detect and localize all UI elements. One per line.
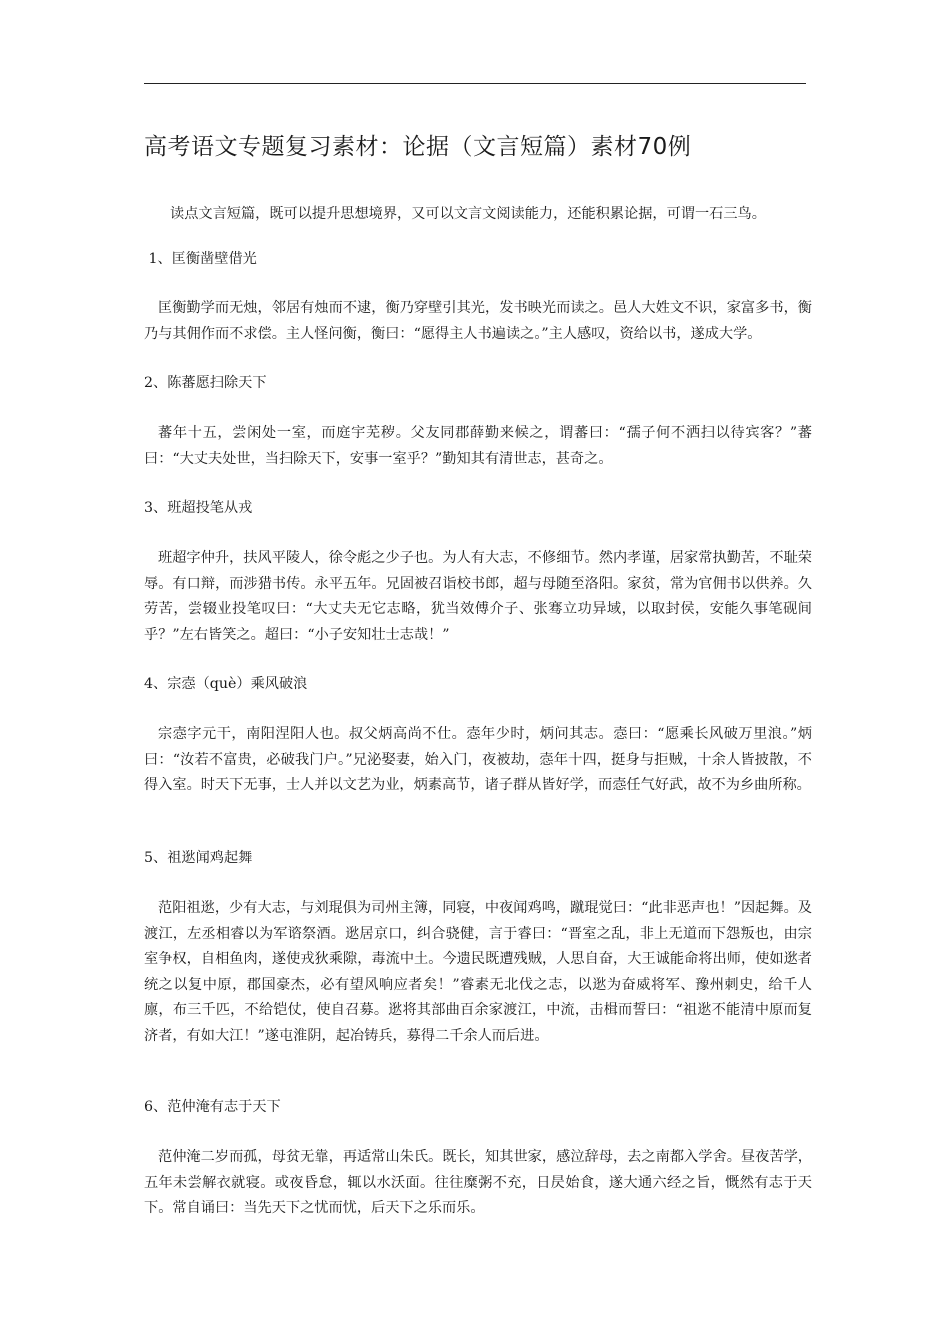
section-body: 范仲淹二岁而孤，母贫无靠，再适常山朱氏。既长，知其世家，感泣辞母，去之南都入学舍。昼夜苦学，五年未尝解衣就寝。或夜昏怠，辄以水沃面。往往糜粥不充，日昃始食，遂大通六经之旨，慨然有志于天下。常自诵曰：当先天下之忧而忧，后天下之乐而乐。	[144, 1149, 812, 1216]
section-heading: 2、陈蕃愿扫除天下	[144, 375, 267, 391]
section-heading: 5、祖逖闻鸡起舞	[144, 850, 253, 866]
section-5	[144, 846, 812, 1049]
section-body: 蕃年十五，尝闲处一室，而庭宇芜秽。父友同郡薛勤来候之，谓蕃曰：“孺子何不洒扫以待宾客？”蕃曰：“大丈夫处世，当扫除天下，安事一室乎？”勤知其有清世志，甚奇之。	[144, 425, 812, 467]
section-6	[144, 1095, 812, 1222]
section-4	[144, 672, 812, 799]
section-1	[144, 247, 812, 347]
section-body: 班超字仲升，扶风平陵人，徐令彪之少子也。为人有大志，不修细节。然内孝谨，居家常执勤苦，不耻荣辱。有口辩，而涉猎书传。永平五年。兄固被召诣校书郎，超与母随至洛阳。家贫，常为官佣书以供养。久劳苦，尝辍业投笔叹曰：“大丈夫无它志略，犹当效傅介子、张骞立功异域，以取封侯，安能久事笔砚间乎？”左右皆笑之。超曰：“小子安知壮士志哉！”	[144, 550, 812, 643]
section-heading: 1、匡衡凿壁借光	[144, 251, 257, 267]
section-body: 宗悫字元干，南阳涅阳人也。叔父炳高尚不仕。悫年少时，炳问其志。悫曰：“愿乘长风破万里浪。”炳曰：“汝若不富贵，必破我门户。”兄泌娶妻，始入门，夜被劫，悫年十四，挺身与拒贼，十余人皆披散，不得入室。时天下无事，士人并以文艺为业，炳素高节，诸子群从皆好学，而悫任气好武，故不为乡曲所称。	[144, 726, 812, 793]
document-title: 高考语文专题复习素材：论据（文言短篇）素材70例	[144, 134, 692, 160]
intro-paragraph: 读点文言短篇，既可以提升思想境界，又可以文言文阅读能力，还能积累论据，可谓一石三鸟。	[170, 206, 766, 222]
section-body: 范阳祖逖，少有大志，与刘琨俱为司州主簿，同寝，中夜闻鸡鸣，蹴琨觉曰：“此非恶声也！”因起舞。及渡江，左丞相睿以为军谘祭酒。逖居京口，纠合骁健，言于睿曰：“晋室之乱，非上无道而下怨叛也，由宗室争权，自相鱼肉，遂使戎狄乘隙，毒流中土。今遗民既遭残贼，人思自奋，大王诚能命将出师，使如逖者统之以复中原，郡国豪杰，必有望风响应者矣！”睿素无北伐之志，以逖为奋威将军、豫州刺史，给千人廪，布三千匹，不给铠仗，使自召募。逖将其部曲百余家渡江，中流，击楫而誓曰：“祖逖不能清中原而复济者，有如大江！”遂屯淮阴，起冶铸兵，募得二千余人而后进。	[144, 900, 812, 1044]
section-3	[144, 496, 812, 648]
section-heading: 6、范仲淹有志于天下	[144, 1099, 281, 1115]
section-body: 匡衡勤学而无烛，邻居有烛而不逮，衡乃穿壁引其光，发书映光而读之。邑人大姓文不识，家富多书，衡乃与其佣作而不求偿。主人怪问衡，衡曰：“愿得主人书遍读之。”主人感叹，资给以书，遂成大学。	[144, 300, 812, 342]
header-rule	[144, 83, 806, 84]
section-2	[144, 371, 812, 472]
section-heading: 4、宗悫（què）乘风破浪	[144, 676, 308, 692]
section-heading: 3、班超投笔从戎	[144, 500, 253, 516]
